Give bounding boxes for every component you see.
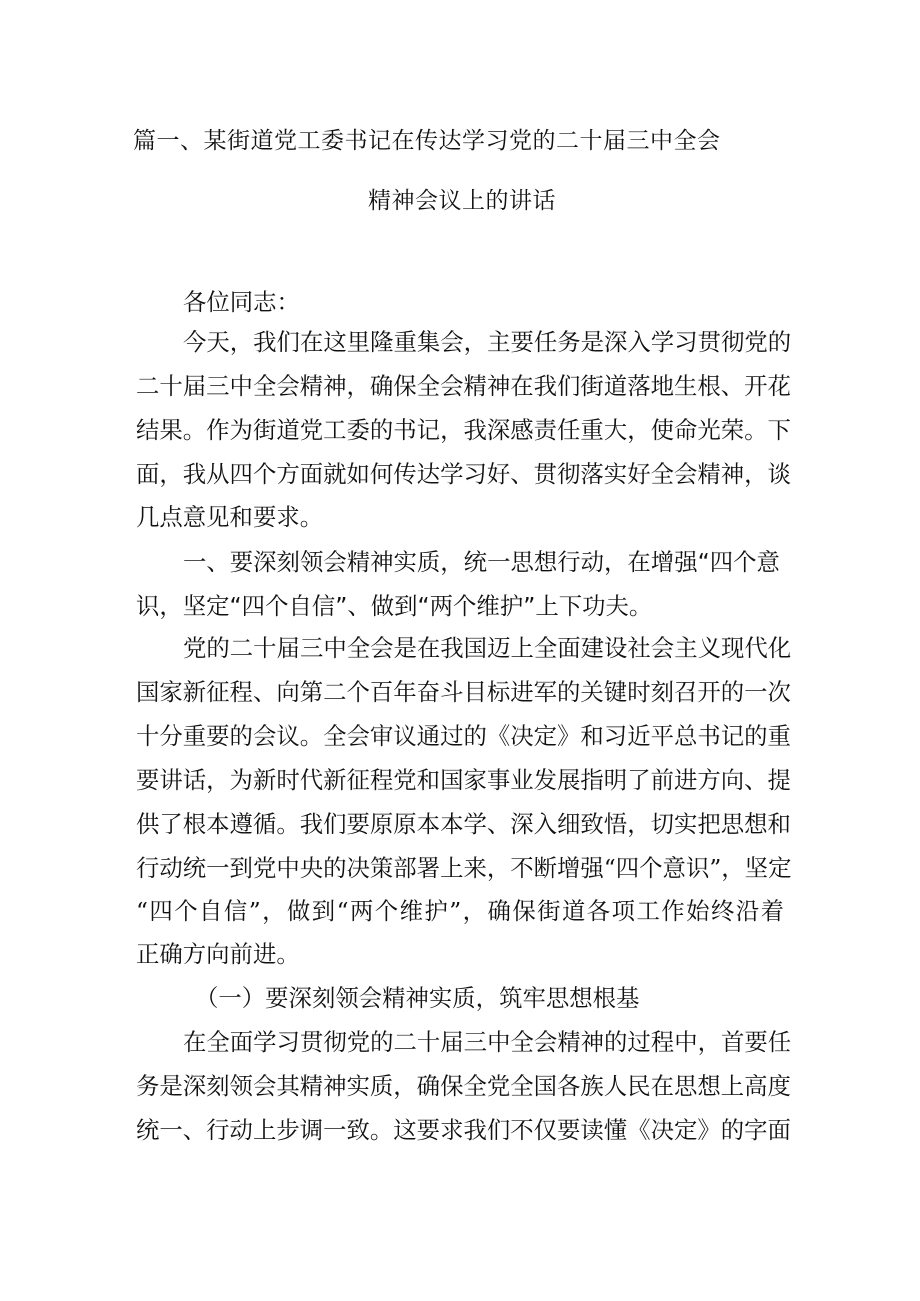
section-body-line: 党的二十届三中全会是在我国迈上全面建设社会主义现代化 [183, 634, 792, 662]
intro-line: 结果。作为街道党工委的书记，我深感责任重大，使命光荣。下 [136, 416, 791, 444]
section-heading-line: 识，坚定“四个自信”、做到“两个维护”上下功夫。 [136, 592, 653, 620]
section-body-line: 供了根本遵循。我们要原原本本学、深入细致悟，切实把思想和 [136, 810, 791, 838]
salutation: 各位同志： [183, 288, 300, 316]
intro-line: 面，我从四个方面就如何传达学习好、贯彻落实好全会精神，谈 [136, 460, 791, 488]
subsection-body-line: 统一、行动上步调一致。这要求我们不仅要读懂《决定》的字面 [136, 1116, 791, 1144]
section-body-line: 十分重要的会议。全会审议通过的《决定》和习近平总书记的重 [136, 722, 791, 750]
section-body-line: 要讲话，为新时代新征程党和国家事业发展指明了前进方向、提 [136, 766, 791, 794]
section-body-line: 国家新征程、向第二个百年奋斗目标进军的关键时刻召开的一次 [136, 678, 791, 706]
subsection-body-line: 在全面学习贯彻党的二十届三中全会精神的过程中，首要任 [183, 1028, 792, 1056]
intro-line: 二十届三中全会精神，确保全会精神在我们街道落地生根、开花 [136, 372, 791, 400]
intro-line: 几点意见和要求。 [136, 503, 324, 531]
subsection-body-line: 务是深刻领会其精神实质，确保全党全国各族人民在思想上高度 [136, 1072, 791, 1100]
intro-line: 今天，我们在这里隆重集会，主要任务是深入学习贯彻党的 [183, 328, 792, 356]
document-title-line-2: 精神会议上的讲话 [368, 188, 556, 214]
document-title-line-1: 篇一、某街道党工委书记在传达学习党的二十届三中全会 [133, 128, 721, 154]
section-body-line: 正确方向前进。 [136, 940, 300, 968]
subsection-heading: （一）要深刻领会精神实质，筑牢思想根基 [195, 984, 640, 1012]
section-body-line: “四个自信”，做到“两个维护”，确保街道各项工作始终沿着 [136, 897, 784, 925]
section-body-line: 行动统一到党中央的决策部署上来，不断增强“四个意识”，坚定 [136, 854, 792, 882]
section-heading-line: 一、要深刻领会精神实质，统一思想行动，在增强“四个意 [183, 548, 780, 576]
